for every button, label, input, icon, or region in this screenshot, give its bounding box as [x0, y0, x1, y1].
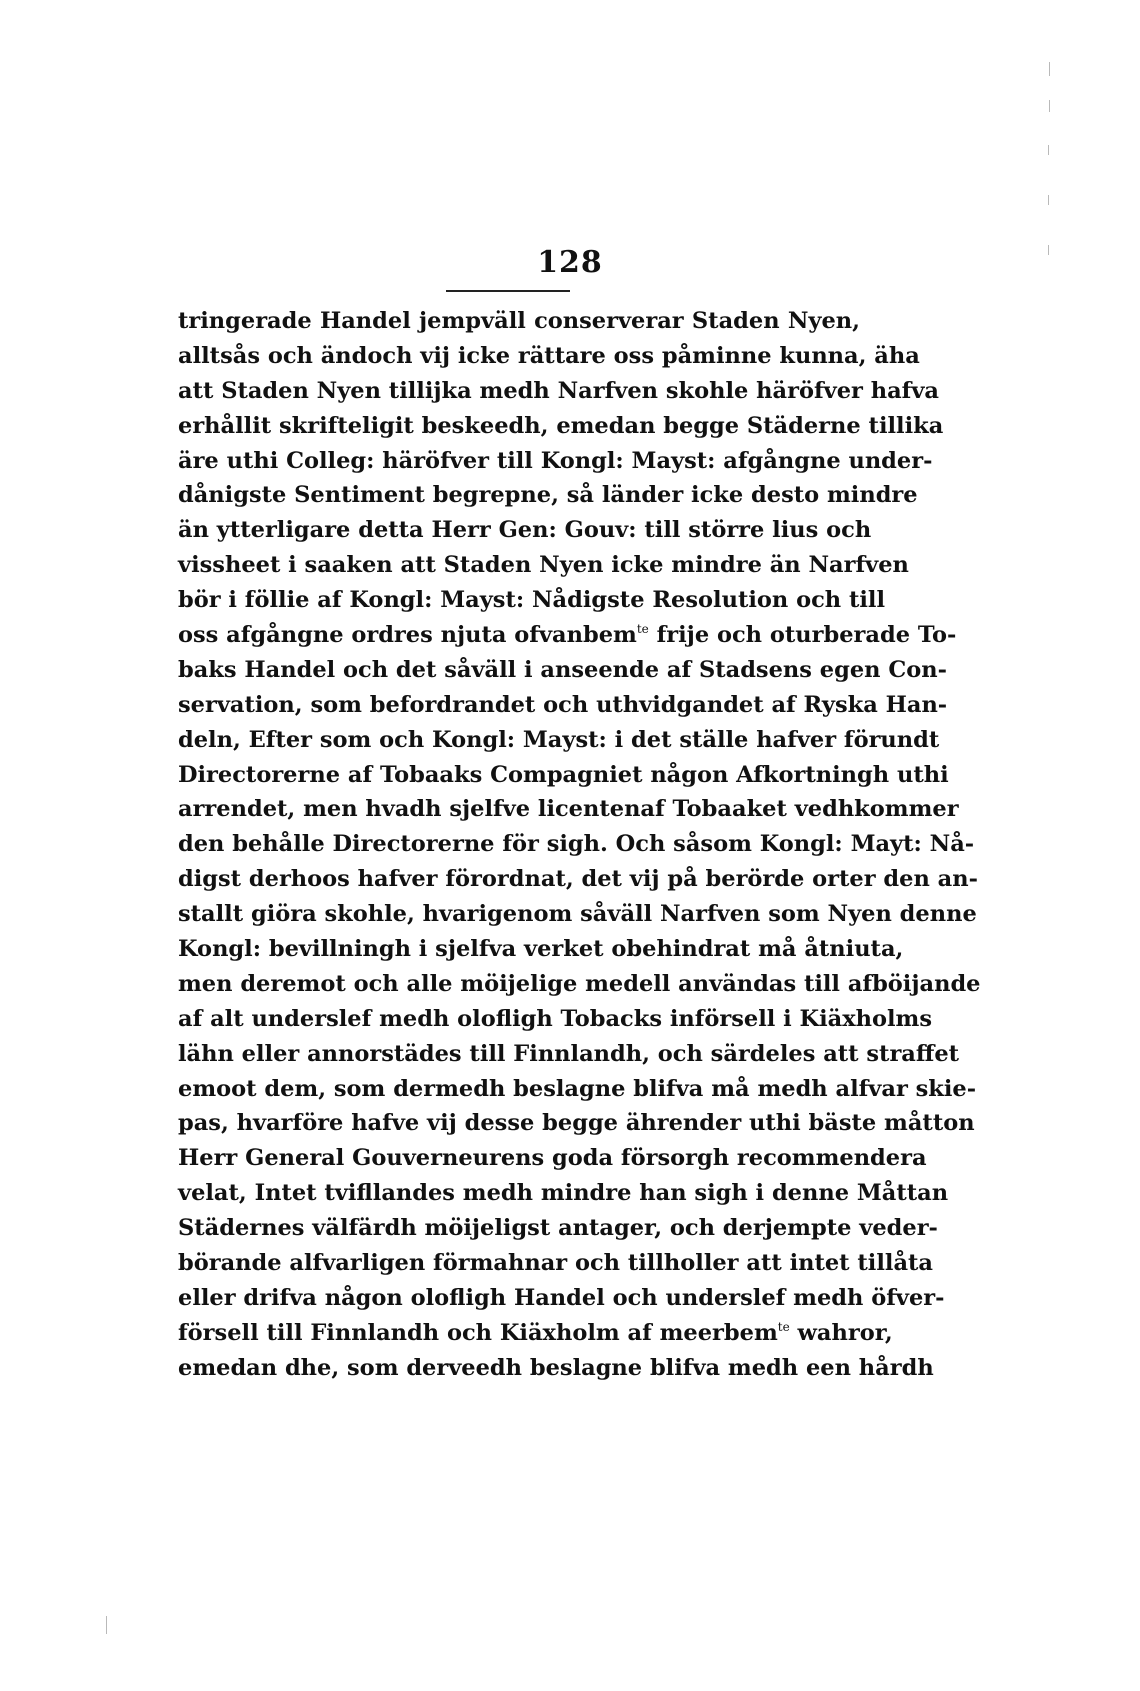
text-segment: servation, som befordrandet och uthvidgandet af Ryska Han- [178, 691, 948, 718]
text-line [178, 1002, 933, 1037]
scan-speck [1048, 145, 1049, 155]
scan-speck [1049, 100, 1050, 112]
text-segment: Städernes välfärdh möijeligst antager, och derjempte veder- [178, 1215, 938, 1242]
text-line [178, 1246, 933, 1281]
text-line [178, 1106, 975, 1141]
text-segment: börande alfvarligen förmahnar och tillholler att intet tillåta [178, 1250, 933, 1277]
text-line [178, 1351, 934, 1386]
text-line [178, 688, 948, 723]
text-line [178, 862, 978, 897]
text-segment: stallt giöra skohle, hvarigenom såväll Narfven som Nyen denne [178, 901, 977, 928]
text-line [178, 1176, 949, 1211]
text-segment: arrendet, men hvadh sjelfve licentenaf Tobaaket vedhkommer [178, 796, 959, 823]
text-line [178, 304, 860, 339]
text-line [178, 1141, 927, 1176]
text-line [178, 1037, 960, 1072]
text-segment: erhållit skrifteligit beskeedh, emedan begge Städerne tillika [178, 412, 944, 439]
text-line [178, 1072, 977, 1107]
superscript: te [777, 1319, 790, 1334]
superscript: te [636, 622, 649, 637]
text-segment: deln, Efter som och Kongl: Mayst: i det ställe hafver förundt [178, 726, 940, 753]
text-segment: men deremot och alle möijelige medell användas till afböijande [178, 970, 981, 997]
text-line [178, 758, 949, 793]
text-line [178, 897, 977, 932]
text-line [178, 1281, 945, 1316]
text-line [178, 583, 886, 618]
text-segment: frije och oturberade To- [648, 622, 957, 649]
text-segment: digst derhoos hafver förordnat, det vij på berörde orter den an- [178, 866, 978, 893]
text-segment: af alt underslef medh olofligh Tobacks införsell i Kiäxholms [178, 1005, 933, 1032]
text-segment: dånigste Sentiment begrepne, så länder icke desto mindre [178, 482, 918, 509]
text-line [178, 932, 904, 967]
header-rule [446, 290, 570, 292]
page-number: 128 [537, 245, 603, 280]
text-segment: pas, hvarföre hafve vij desse begge ährender uthi bäste måtton [178, 1110, 975, 1137]
text-segment: äre uthi Colleg: häröfver till Kongl: Mayst: afgångne under- [178, 447, 933, 474]
text-line [178, 792, 959, 827]
text-line [178, 967, 981, 1002]
text-line [178, 409, 944, 444]
text-segment: oss afgångne ordres njuta ofvanbem [178, 622, 637, 649]
text-segment: eller drifva någon olofligh Handel och underslef medh öfver- [178, 1284, 945, 1311]
text-segment: tringerade Handel jempväll conserverar Staden Nyen, [178, 308, 860, 334]
text-line [178, 723, 940, 758]
text-line [178, 653, 947, 688]
scan-speck [1049, 62, 1050, 76]
scan-speck [106, 1616, 107, 1634]
scan-speck [1048, 245, 1049, 255]
text-line [178, 374, 939, 409]
text-segment: alltsås och ändoch vij icke rättare oss påminne kunna, äha [178, 342, 920, 369]
text-line [178, 444, 933, 479]
text-segment: Herr General Gouverneurens goda försorgh recommendera [178, 1145, 927, 1172]
text-segment: wahror, [789, 1319, 893, 1346]
text-segment: lähn eller annorstädes till Finnlandh, och särdeles att straffet [178, 1040, 960, 1067]
text-segment: bör i föllie af Kongl: Mayst: Nådigste Resolution och till [178, 587, 886, 614]
text-segment: emoot dem, som dermedh beslagne blifva må medh alfvar skie- [178, 1075, 977, 1102]
body-text [178, 304, 981, 1386]
text-segment: den behålle Directorerne för sigh. Och såsom Kongl: Mayt: Nå- [178, 831, 975, 858]
text-line [178, 478, 918, 513]
text-segment: velat, Intet tvifllandes medh mindre han sigh i denne Måttan [178, 1180, 949, 1207]
text-segment: än ytterligare detta Herr Gen: Gouv: till större lius och [178, 517, 872, 544]
text-line [178, 1316, 893, 1351]
text-line [178, 1211, 938, 1246]
text-line [178, 548, 909, 583]
text-line [178, 513, 872, 548]
text-segment: emedan dhe, som derveedh beslagne blifva medh een hårdh [178, 1354, 934, 1381]
text-segment: vissheet i saaken att Staden Nyen icke mindre än Narfven [178, 552, 909, 579]
scan-speck [1048, 195, 1049, 205]
text-segment: att Staden Nyen tillijka medh Narfven skohle häröfver hafva [178, 377, 939, 404]
text-line [178, 618, 957, 653]
text-segment: baks Handel och det såväll i anseende af Stadsens egen Con- [178, 656, 947, 683]
text-segment: Directorerne af Tobaaks Compagniet någon Afkortningh uthi [178, 761, 949, 788]
text-line [178, 339, 920, 374]
text-line [178, 827, 975, 862]
text-segment: Kongl: bevillningh i sjelfva verket obehindrat må åtniuta, [178, 936, 904, 963]
text-segment: försell till Finnlandh och Kiäxholm af meerbem [178, 1319, 778, 1346]
